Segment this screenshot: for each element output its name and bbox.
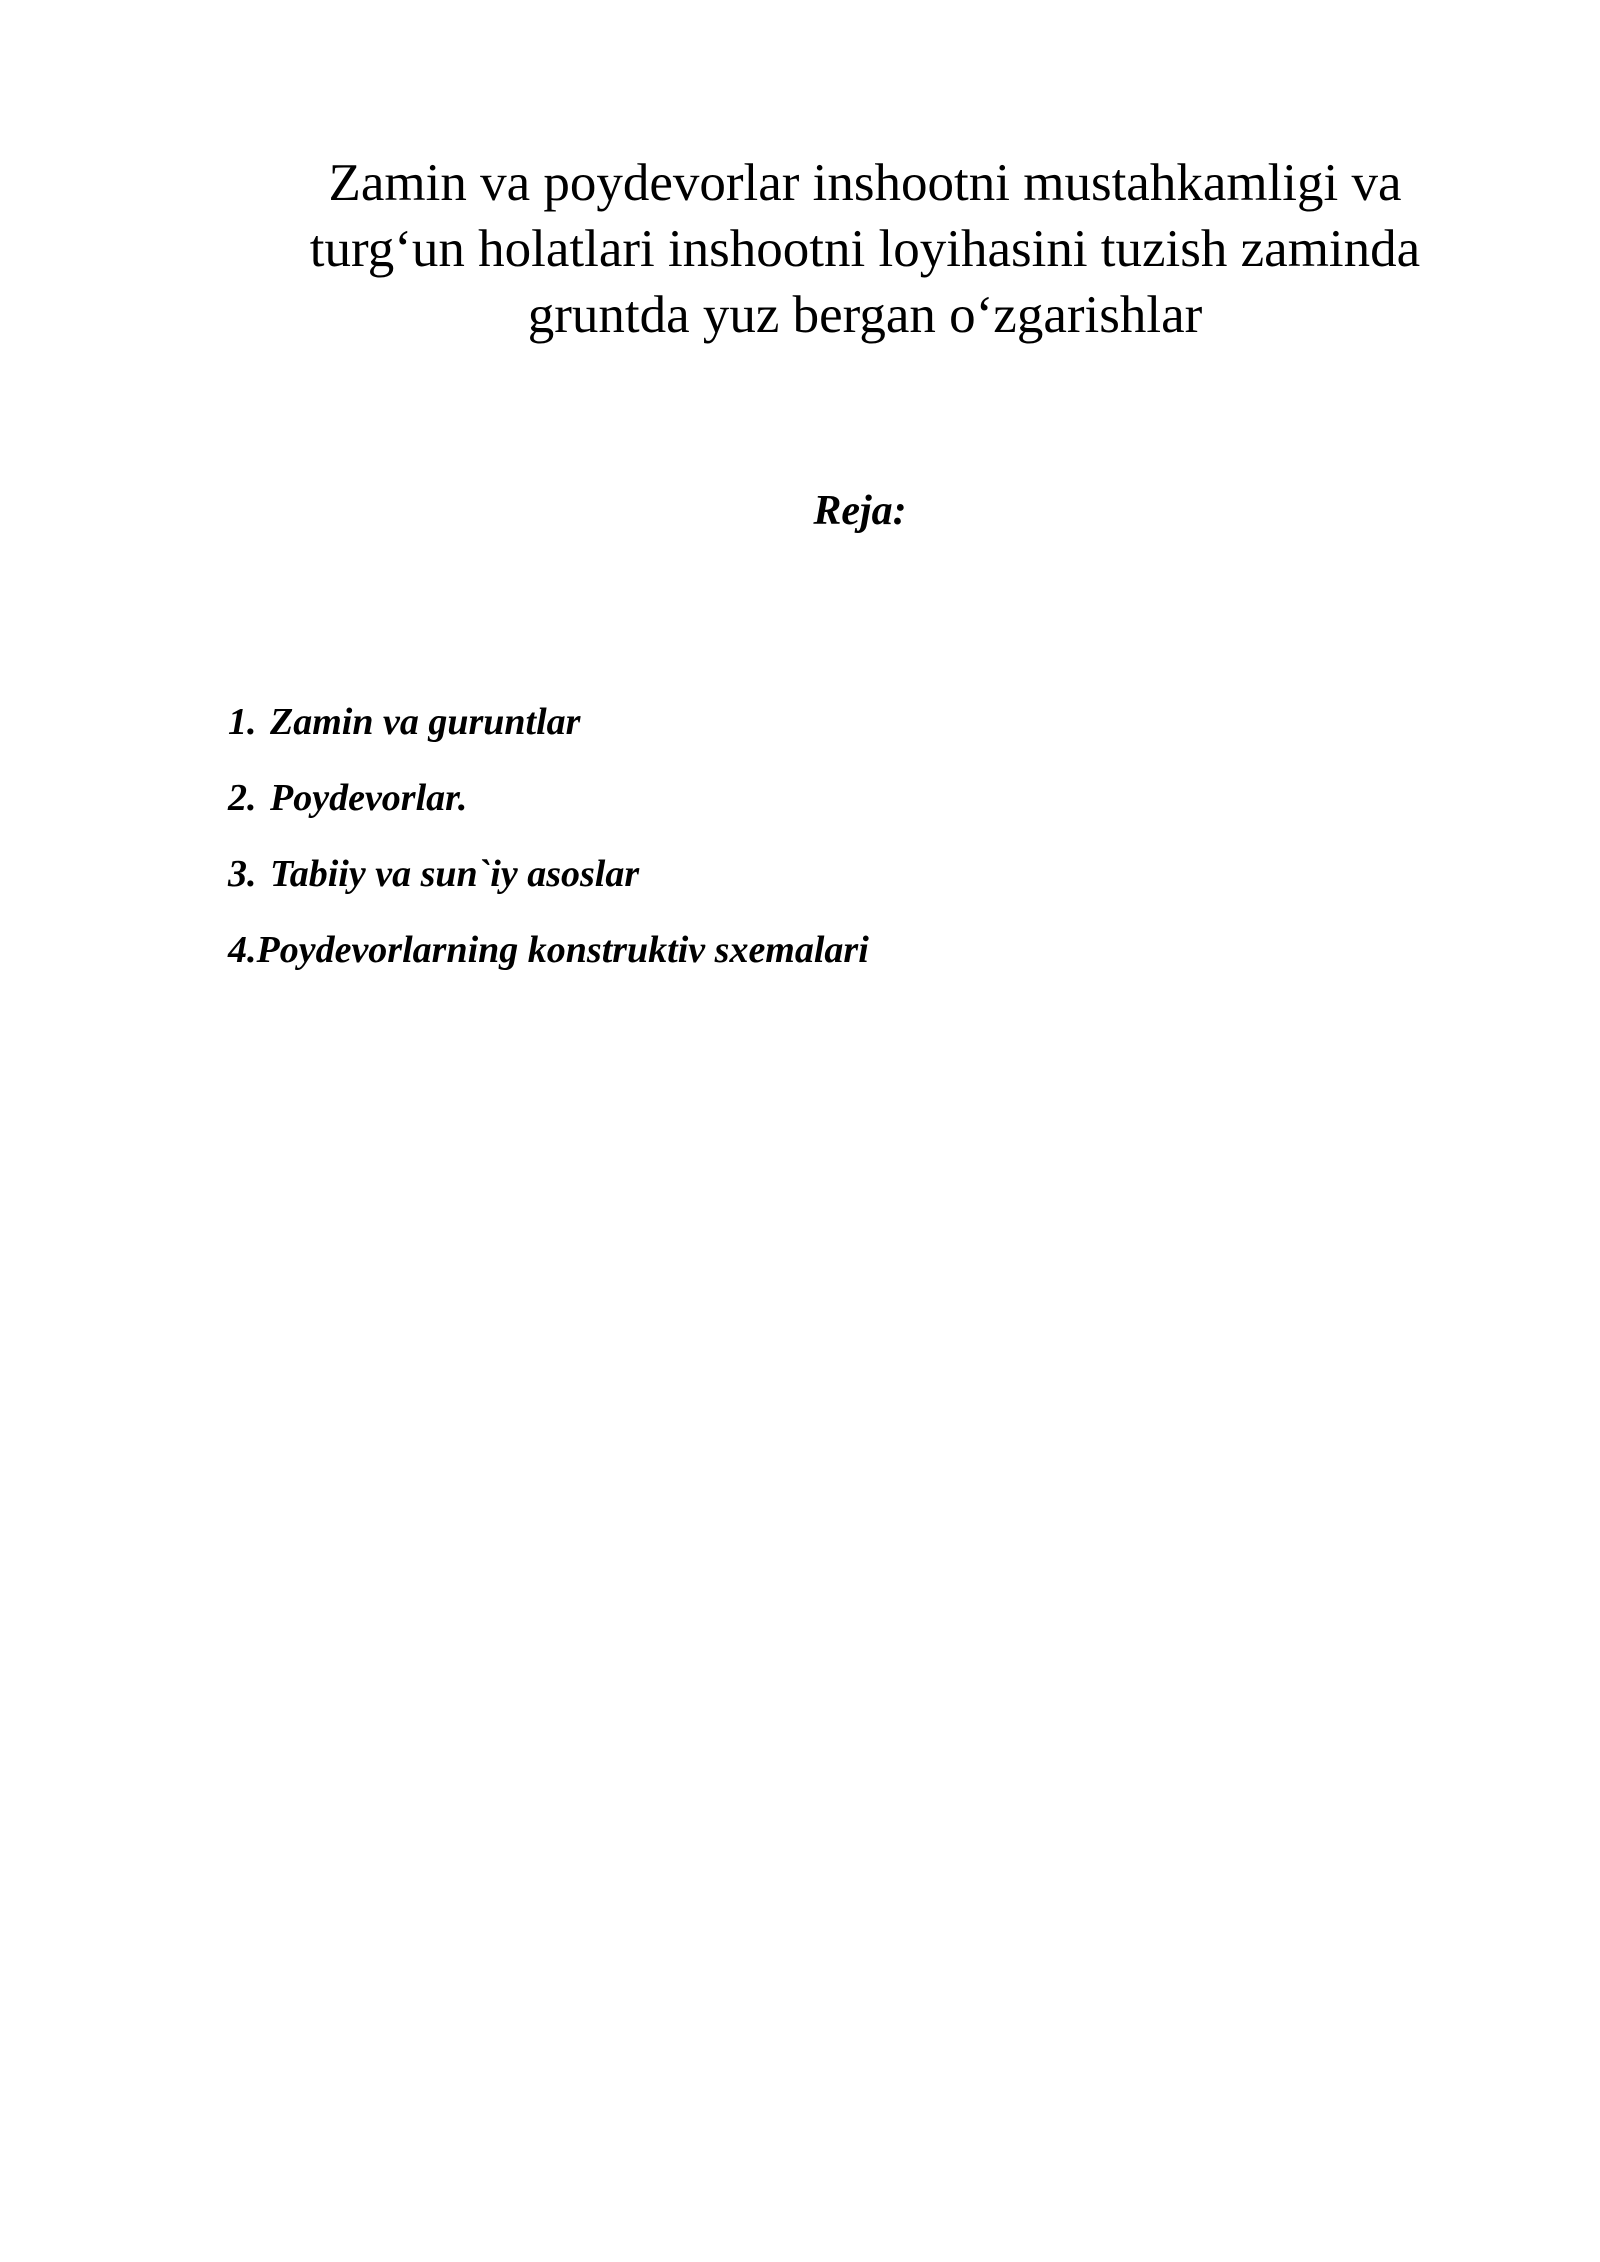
plan-list — [228, 700, 869, 1004]
plan-item — [228, 700, 869, 776]
document-title-line: turg‘un holatlari inshootni loyihasini tuzish zaminda — [309, 220, 1421, 278]
document-title-line: Zamin va poydevorlar inshootni mustahkamligi va — [328, 154, 1402, 212]
plan-item-text: Zamin va guruntlar — [270, 701, 581, 743]
plan-item-text: Tabiiy va sun`iy asoslar — [270, 853, 640, 895]
document-title — [220, 150, 1510, 348]
plan-item — [228, 852, 869, 928]
plan-item-text: Poydevorlarning konstruktiv sxemalari — [256, 929, 869, 971]
plan-item-number: 2. — [228, 777, 257, 819]
plan-item — [228, 928, 869, 1004]
plan-item — [228, 776, 869, 852]
plan-item-number: 4. — [228, 929, 257, 971]
document-title-line: gruntda yuz bergan o‘zgarishlar — [527, 286, 1203, 344]
plan-item-number: 1. — [228, 701, 257, 743]
plan-heading: Reja: — [813, 488, 907, 534]
plan-item-text: Poydevorlar. — [270, 777, 468, 819]
plan-item-number: 3. — [228, 853, 257, 895]
